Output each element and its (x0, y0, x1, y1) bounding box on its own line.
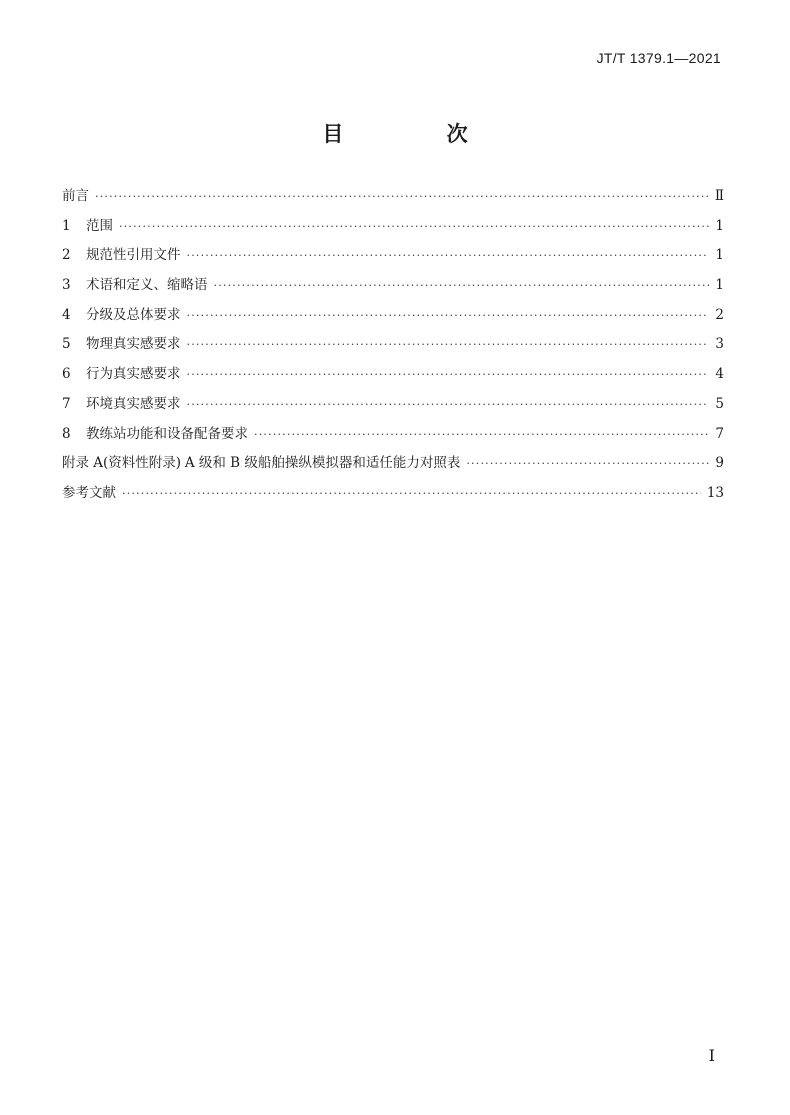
toc-entry-instructor-station[interactable] (62, 422, 724, 452)
toc-page-number: 13 (706, 484, 724, 501)
toc-entry-physical-realism[interactable] (62, 332, 724, 362)
toc-section-number: 2 (62, 247, 71, 264)
toc-page-number: 9 (715, 455, 724, 472)
toc-entry-label: 参考文献 (62, 484, 116, 501)
toc-entry-label: 行为真实感要求 (86, 366, 181, 383)
toc-section-number: 4 (62, 306, 71, 323)
toc-section-number: 7 (62, 395, 71, 412)
toc-section-number: 6 (62, 366, 71, 383)
toc-entry-label: 物理真实感要求 (86, 336, 181, 353)
toc-dot-leader (187, 309, 710, 322)
toc-dot-leader (466, 457, 709, 470)
toc-dot-leader (119, 220, 709, 233)
toc-dot-leader (187, 398, 710, 411)
document-number: JT/T 1379.1—2021 (596, 50, 721, 66)
toc-page-number: 2 (715, 306, 724, 323)
toc-entry-label: 分级及总体要求 (86, 306, 181, 323)
toc-entry-label: 教练站功能和设备配备要求 (86, 425, 248, 442)
toc-dot-leader (95, 190, 709, 203)
toc-entry-scope[interactable] (62, 214, 724, 244)
page-number: I (708, 1046, 715, 1065)
toc-entry-label: 前言 (62, 188, 89, 204)
toc-section-number: 1 (62, 217, 71, 234)
toc-dot-leader (187, 338, 710, 351)
toc-dot-leader (187, 368, 710, 381)
toc-page-number: 5 (715, 395, 724, 412)
toc-page-number: Ⅱ (714, 188, 724, 204)
toc-entry-label: 环境真实感要求 (86, 395, 181, 412)
toc-page-number: 4 (715, 366, 724, 383)
toc-page-number: 1 (715, 277, 724, 294)
toc-section-number: 3 (62, 277, 71, 294)
toc-section-number: 5 (62, 336, 71, 353)
toc-page-number: 7 (715, 425, 724, 442)
toc-entry-normative-references[interactable] (62, 243, 724, 273)
toc-entry-label: 范围 (86, 217, 113, 234)
toc-dot-leader (214, 279, 710, 292)
toc-entry-annex-a[interactable] (62, 451, 724, 481)
table-of-contents (62, 184, 724, 511)
toc-entry-label: 附录 A(资料性附录) (62, 455, 182, 472)
toc-page-number: 1 (715, 217, 724, 234)
toc-entry-bibliography[interactable] (62, 481, 724, 511)
toc-dot-leader (187, 249, 710, 262)
toc-entry-environmental-realism[interactable] (62, 392, 724, 422)
toc-dot-leader (122, 487, 701, 500)
toc-page-number: 3 (715, 336, 724, 353)
toc-page-number: 1 (715, 247, 724, 264)
toc-entry-label: 术语和定义、缩略语 (86, 277, 208, 294)
toc-entry-classification[interactable] (62, 303, 724, 333)
toc-dot-leader (254, 428, 709, 441)
toc-entry-foreword[interactable] (62, 184, 724, 214)
toc-entry-behavioral-realism[interactable] (62, 362, 724, 392)
page-title: 目 次 (322, 122, 516, 146)
toc-entry-label: 规范性引用文件 (86, 247, 181, 264)
toc-entry-subtitle: A 级和 B 级船舶操纵模拟器和适任能力对照表 (184, 455, 461, 472)
toc-entry-terms-definitions[interactable] (62, 273, 724, 303)
toc-section-number: 8 (62, 425, 71, 442)
